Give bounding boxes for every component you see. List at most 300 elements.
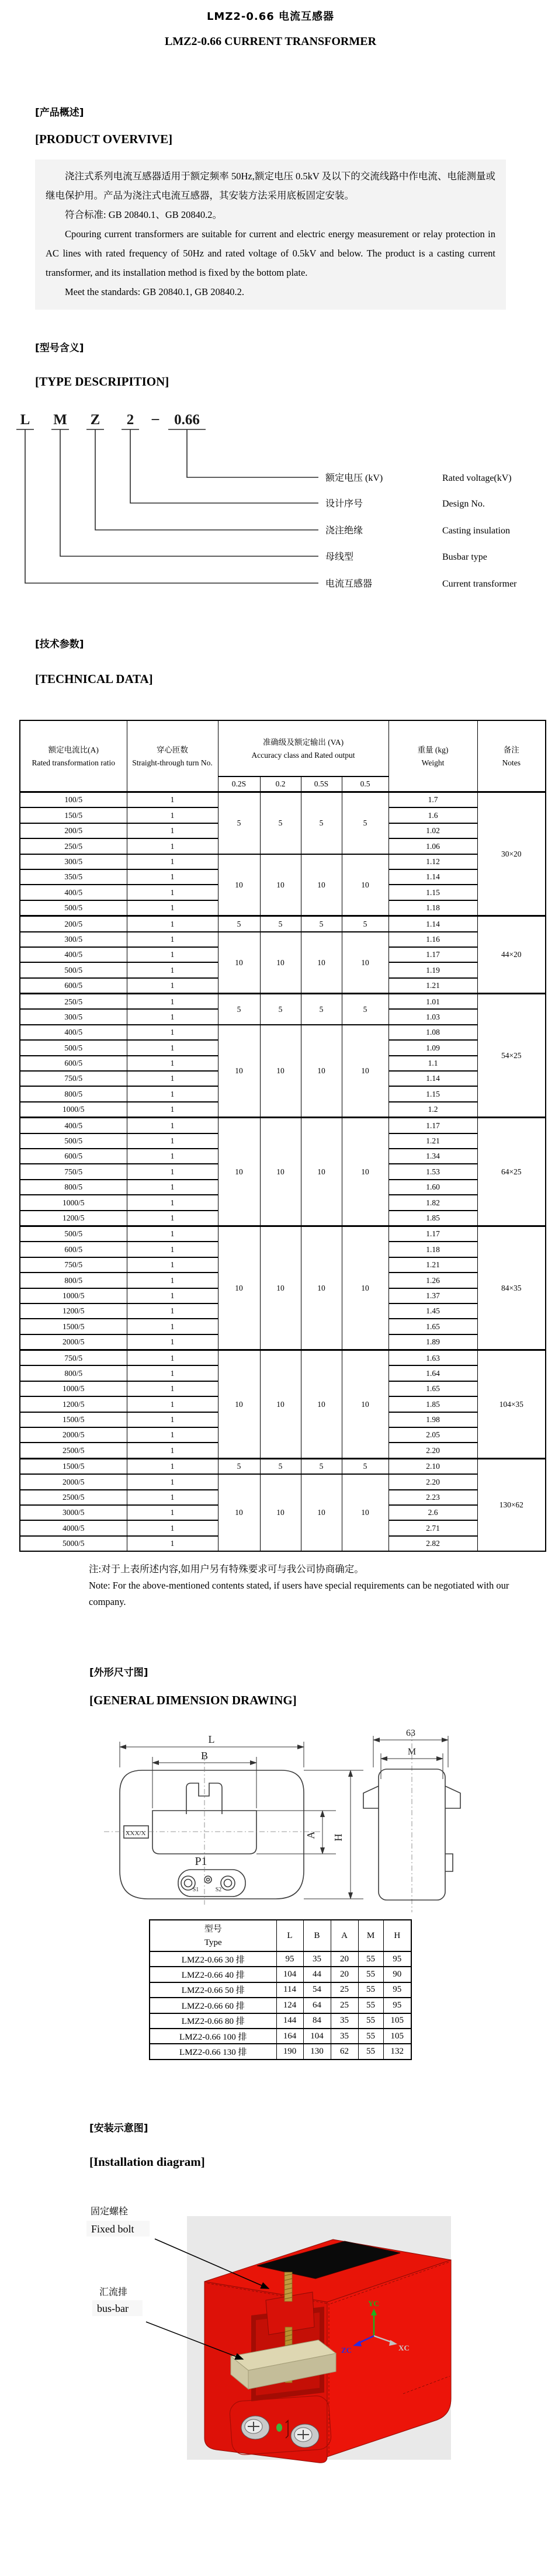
ratio-cell: 400/5 bbox=[20, 947, 127, 962]
technical-table-body bbox=[20, 792, 546, 1552]
dim-type-cell: LMZ2-0.66 60 排 bbox=[150, 1998, 276, 2013]
dimension-row bbox=[150, 1982, 411, 1998]
ratio-cell: 500/5 bbox=[20, 1133, 127, 1149]
turns-cell: 1 bbox=[127, 1474, 218, 1489]
accuracy-cell: 5 bbox=[260, 994, 301, 1025]
ratio-cell: 1500/5 bbox=[20, 1458, 127, 1474]
technical-row bbox=[20, 1474, 546, 1489]
technical-row bbox=[20, 932, 546, 947]
dim-value-cell: 20 bbox=[331, 1967, 358, 1982]
table-note-zh: 注:对于上表所述内容,如用户另有特殊要求可与我公司协商确定。 bbox=[89, 1563, 364, 1575]
accuracy-cell: 10 bbox=[218, 1226, 260, 1350]
ratio-cell: 800/5 bbox=[20, 1086, 127, 1101]
weight-cell: 1.17 bbox=[388, 1226, 477, 1242]
turns-cell: 1 bbox=[127, 1180, 218, 1195]
notes-cell: 84×35 bbox=[477, 1226, 546, 1350]
ratio-cell: 1500/5 bbox=[20, 1319, 127, 1334]
weight-cell: 1.03 bbox=[388, 1009, 477, 1024]
accuracy-cell: 5 bbox=[342, 1458, 388, 1474]
accuracy-cell: 10 bbox=[260, 1350, 301, 1459]
page-title-zh: LMZ2-0.66 电流互感器 bbox=[206, 11, 335, 23]
ratio-cell: 4000/5 bbox=[20, 1520, 127, 1535]
terminal-s2-label: S2 bbox=[215, 1887, 222, 1893]
accuracy-cell: 5 bbox=[342, 916, 388, 932]
weight-cell: 2.20 bbox=[388, 1443, 477, 1458]
turns-cell: 1 bbox=[127, 1164, 218, 1179]
type-legend-line bbox=[95, 429, 318, 530]
installation-header-en: [Installation diagram] bbox=[89, 2155, 205, 2169]
dim-value-cell: 55 bbox=[358, 1998, 383, 2013]
dim-value-cell: 95 bbox=[383, 1982, 411, 1998]
technical-row bbox=[20, 916, 546, 932]
overview-paragraph-en: Cpouring current transformers are suitable for current and electric energy measurement or relay protection in AC lines with rated frequency of 50Hz and rated voltage of 0.5kV and below. The product is a casting current transformer, and its installation method is fixed by the bottom plate. bbox=[46, 228, 495, 278]
accuracy-cell: 10 bbox=[218, 1118, 260, 1226]
technical-row bbox=[20, 1118, 546, 1133]
ratio-cell: 350/5 bbox=[20, 869, 127, 885]
weight-cell: 1.2 bbox=[388, 1102, 477, 1118]
weight-cell: 1.85 bbox=[388, 1211, 477, 1226]
dimension-table-body bbox=[150, 1951, 411, 2060]
ratio-cell: 250/5 bbox=[20, 838, 127, 854]
turns-cell: 1 bbox=[127, 1056, 218, 1071]
ratio-cell: 2000/5 bbox=[20, 1334, 127, 1350]
type-legend-line bbox=[130, 429, 318, 503]
ratio-cell: 200/5 bbox=[20, 823, 127, 838]
turns-cell: 1 bbox=[127, 1009, 218, 1024]
col-header-weight: 重量 (kg) Weight bbox=[388, 720, 477, 792]
dimension-header-zh: [外形尺寸图] bbox=[89, 1667, 148, 1679]
accuracy-cell: 10 bbox=[342, 932, 388, 994]
accuracy-cell: 10 bbox=[260, 1226, 301, 1350]
type-legend-en: Casting insulation bbox=[442, 526, 510, 536]
ratio-cell: 400/5 bbox=[20, 1025, 127, 1040]
dim-value-cell: 55 bbox=[358, 1967, 383, 1982]
overview-standards-en: Meet the standards: GB 20840.1, GB 20840.2. bbox=[65, 286, 245, 297]
dim-value-cell: 190 bbox=[276, 2044, 303, 2059]
technical-header-zh: [技术参数] bbox=[35, 639, 84, 650]
ratio-cell: 1000/5 bbox=[20, 1288, 127, 1303]
ratio-cell: 2500/5 bbox=[20, 1490, 127, 1505]
dimension-row bbox=[150, 1998, 411, 2013]
type-legend-zh: 电流互感器 bbox=[325, 579, 373, 589]
accuracy-cell: 10 bbox=[301, 854, 342, 916]
dim-col-header: H bbox=[383, 1920, 411, 1951]
turns-cell: 1 bbox=[127, 1102, 218, 1118]
turns-cell: 1 bbox=[127, 1505, 218, 1520]
weight-cell: 1.1 bbox=[388, 1056, 477, 1071]
weight-cell: 1.26 bbox=[388, 1273, 477, 1288]
side-flange-right bbox=[445, 1786, 460, 1808]
type-code-dash: – bbox=[151, 411, 159, 427]
turns-cell: 1 bbox=[127, 1071, 218, 1086]
weight-cell: 1.60 bbox=[388, 1180, 477, 1195]
turns-cell: 1 bbox=[127, 1412, 218, 1427]
dim-value-cell: 55 bbox=[358, 1951, 383, 1967]
weight-cell: 1.98 bbox=[388, 1412, 477, 1427]
accuracy-cell: 10 bbox=[301, 1226, 342, 1350]
ratio-cell: 500/5 bbox=[20, 900, 127, 916]
ratio-cell: 400/5 bbox=[20, 1118, 127, 1133]
weight-cell: 2.82 bbox=[388, 1536, 477, 1551]
ratio-cell: 750/5 bbox=[20, 1350, 127, 1366]
accuracy-cell: 10 bbox=[342, 1474, 388, 1551]
weight-cell: 1.64 bbox=[388, 1365, 477, 1381]
type-legend-en: Current transformer bbox=[442, 579, 517, 589]
dim-value-cell: 64 bbox=[303, 1998, 331, 2013]
ratio-cell: 250/5 bbox=[20, 994, 127, 1010]
turns-cell: 1 bbox=[127, 1536, 218, 1551]
ratio-cell: 3000/5 bbox=[20, 1505, 127, 1520]
ratio-cell: 2000/5 bbox=[20, 1474, 127, 1489]
turns-cell: 1 bbox=[127, 792, 218, 808]
nameplate-text: XXX/X bbox=[125, 1830, 146, 1837]
ratio-cell: 1200/5 bbox=[20, 1303, 127, 1319]
dim-value-cell: 90 bbox=[383, 1967, 411, 1982]
accuracy-cell: 10 bbox=[260, 1474, 301, 1551]
turns-cell: 1 bbox=[127, 1133, 218, 1149]
ratio-cell: 600/5 bbox=[20, 978, 127, 994]
green-indicator-dot bbox=[276, 2424, 282, 2432]
ratio-cell: 300/5 bbox=[20, 932, 127, 947]
weight-cell: 1.17 bbox=[388, 1118, 477, 1133]
dim-value-cell: 95 bbox=[383, 1951, 411, 1967]
notes-cell: 44×20 bbox=[477, 916, 546, 994]
dim-value-cell: 35 bbox=[303, 1951, 331, 1967]
accuracy-cell: 10 bbox=[218, 1025, 260, 1118]
turns-cell: 1 bbox=[127, 1273, 218, 1288]
accuracy-cell: 5 bbox=[218, 994, 260, 1025]
weight-cell: 2.6 bbox=[388, 1505, 477, 1520]
dim-value-cell: 44 bbox=[303, 1967, 331, 1982]
ratio-cell: 1000/5 bbox=[20, 1195, 127, 1210]
dim-value-cell: 54 bbox=[303, 1982, 331, 1998]
dim-value-cell: 114 bbox=[276, 1982, 303, 1998]
weight-cell: 1.19 bbox=[388, 962, 477, 977]
accuracy-cell: 10 bbox=[301, 1025, 342, 1118]
ratio-cell: 400/5 bbox=[20, 885, 127, 900]
technical-row bbox=[20, 1025, 546, 1040]
col-header-ratio: 额定电流比(A) Rated transformation ratio bbox=[20, 720, 127, 792]
overview-header-zh: [产品概述] bbox=[35, 107, 84, 119]
turns-cell: 1 bbox=[127, 854, 218, 869]
turns-cell: 1 bbox=[127, 1520, 218, 1535]
weight-cell: 1.16 bbox=[388, 932, 477, 947]
dim-value-cell: 104 bbox=[276, 1967, 303, 1982]
technical-data-table bbox=[19, 720, 546, 1552]
col-header-accuracy: 准确级及额定输出 (VA) Accuracy class and Rated output bbox=[218, 720, 388, 776]
technical-row bbox=[20, 1458, 546, 1474]
type-legend-en: Design No. bbox=[442, 499, 485, 509]
weight-cell: 1.17 bbox=[388, 947, 477, 962]
dim-value-cell: 55 bbox=[358, 1982, 383, 1998]
weight-cell: 1.7 bbox=[388, 792, 477, 808]
weight-cell: 1.15 bbox=[388, 885, 477, 900]
weight-cell: 1.37 bbox=[388, 1288, 477, 1303]
weight-cell: 1.82 bbox=[388, 1195, 477, 1210]
ratio-cell: 300/5 bbox=[20, 854, 127, 869]
turns-cell: 1 bbox=[127, 1443, 218, 1458]
ratio-cell: 300/5 bbox=[20, 1009, 127, 1024]
dim-value-cell: 55 bbox=[358, 2013, 383, 2029]
turns-cell: 1 bbox=[127, 900, 218, 916]
dimension-table bbox=[149, 1919, 412, 2060]
dim-col-header: A bbox=[331, 1920, 358, 1951]
type-code-letter: L bbox=[20, 412, 30, 428]
accuracy-class-header: 0.5 bbox=[342, 776, 388, 792]
ratio-cell: 5000/5 bbox=[20, 1536, 127, 1551]
weight-cell: 1.85 bbox=[388, 1396, 477, 1412]
ratio-cell: 600/5 bbox=[20, 1056, 127, 1071]
side-step bbox=[445, 1854, 453, 1871]
type-code-letter: Z bbox=[90, 412, 100, 428]
dim-value-cell: 25 bbox=[331, 1998, 358, 2013]
weight-cell: 1.14 bbox=[388, 1071, 477, 1086]
dim-value-cell: 95 bbox=[276, 1951, 303, 1967]
ratio-cell: 1000/5 bbox=[20, 1102, 127, 1118]
turns-cell: 1 bbox=[127, 1086, 218, 1101]
type-legend-zh: 浇注绝缘 bbox=[325, 526, 363, 536]
overview-standards-zh: 符合标准: GB 20840.1、GB 20840.2。 bbox=[65, 209, 223, 220]
installation-header-zh: [安装示意图] bbox=[89, 2123, 148, 2134]
notes-cell: 104×35 bbox=[477, 1350, 546, 1459]
installation-3d-figure bbox=[0, 2200, 555, 2576]
terminal-block-detail bbox=[186, 1783, 222, 1814]
dim-value-cell: 105 bbox=[383, 2029, 411, 2044]
type-legend-line bbox=[187, 429, 318, 477]
dim-label-63: 63 bbox=[406, 1728, 415, 1738]
overview-text-block bbox=[35, 160, 506, 310]
dim-col-header: B bbox=[303, 1920, 331, 1951]
turns-cell: 1 bbox=[127, 823, 218, 838]
dimension-row bbox=[150, 2013, 411, 2029]
technical-row bbox=[20, 994, 546, 1010]
technical-row bbox=[20, 1350, 546, 1366]
dim-label-a: A bbox=[305, 1831, 317, 1839]
accuracy-cell: 10 bbox=[342, 1350, 388, 1459]
fixed-bolt-label-zh: 固定螺栓 bbox=[91, 2206, 129, 2217]
weight-cell: 1.21 bbox=[388, 1257, 477, 1273]
type-code-letter: 2 bbox=[126, 412, 134, 428]
weight-cell: 1.65 bbox=[388, 1381, 477, 1396]
accuracy-cell: 10 bbox=[218, 1474, 260, 1551]
ratio-cell: 800/5 bbox=[20, 1273, 127, 1288]
weight-cell: 1.65 bbox=[388, 1319, 477, 1334]
weight-cell: 1.21 bbox=[388, 1133, 477, 1149]
weight-cell: 1.89 bbox=[388, 1334, 477, 1350]
weight-cell: 1.06 bbox=[388, 838, 477, 854]
turns-cell: 1 bbox=[127, 932, 218, 947]
ratio-cell: 2000/5 bbox=[20, 1427, 127, 1443]
accuracy-cell: 5 bbox=[342, 994, 388, 1025]
accuracy-cell: 10 bbox=[260, 932, 301, 994]
turns-cell: 1 bbox=[127, 1427, 218, 1443]
accuracy-cell: 10 bbox=[301, 1350, 342, 1459]
side-flange-left bbox=[363, 1786, 379, 1808]
accuracy-cell: 10 bbox=[260, 1118, 301, 1226]
notes-cell: 64×25 bbox=[477, 1118, 546, 1226]
turns-cell: 1 bbox=[127, 1303, 218, 1319]
accuracy-cell: 10 bbox=[218, 854, 260, 916]
notes-cell: 54×25 bbox=[477, 994, 546, 1118]
accuracy-cell: 10 bbox=[342, 1226, 388, 1350]
ratio-cell: 1200/5 bbox=[20, 1211, 127, 1226]
type-code-letter: 0.66 bbox=[174, 412, 200, 428]
turns-cell: 1 bbox=[127, 1319, 218, 1334]
weight-cell: 1.01 bbox=[388, 994, 477, 1010]
type-legend-zh: 设计序号 bbox=[325, 499, 363, 509]
turns-cell: 1 bbox=[127, 885, 218, 900]
ratio-cell: 500/5 bbox=[20, 962, 127, 977]
dim-value-cell: 55 bbox=[358, 2044, 383, 2059]
ratio-cell: 750/5 bbox=[20, 1071, 127, 1086]
accuracy-cell: 10 bbox=[342, 854, 388, 916]
ratio-cell: 500/5 bbox=[20, 1226, 127, 1242]
weight-cell: 2.10 bbox=[388, 1458, 477, 1474]
dim-value-cell: 132 bbox=[383, 2044, 411, 2059]
dim-value-cell: 84 bbox=[303, 2013, 331, 2029]
accuracy-cell: 5 bbox=[301, 916, 342, 932]
weight-cell: 1.18 bbox=[388, 1242, 477, 1257]
turns-cell: 1 bbox=[127, 916, 218, 932]
turns-cell: 1 bbox=[127, 1040, 218, 1055]
accuracy-cell: 10 bbox=[260, 1025, 301, 1118]
dim-value-cell: 144 bbox=[276, 2013, 303, 2029]
weight-cell: 1.18 bbox=[388, 900, 477, 916]
dimension-row bbox=[150, 1951, 411, 1967]
turns-cell: 1 bbox=[127, 962, 218, 977]
dimension-header-en: [GENERAL DIMENSION DRAWING] bbox=[89, 1693, 297, 1707]
turns-cell: 1 bbox=[127, 1149, 218, 1164]
weight-cell: 1.15 bbox=[388, 1086, 477, 1101]
dim-label-b: B bbox=[200, 1750, 209, 1762]
turns-cell: 1 bbox=[127, 1118, 218, 1133]
ratio-cell: 1200/5 bbox=[20, 1396, 127, 1412]
dim-value-cell: 105 bbox=[383, 2013, 411, 2029]
col-header-turns: 穿心匝数 Straight-through turn No. bbox=[127, 720, 218, 792]
weight-cell: 2.71 bbox=[388, 1520, 477, 1535]
dimension-row bbox=[150, 2029, 411, 2044]
type-header-en: [TYPE DESCRIPITION] bbox=[35, 375, 169, 389]
accuracy-cell: 10 bbox=[218, 1350, 260, 1459]
notes-cell: 130×62 bbox=[477, 1458, 546, 1551]
ratio-cell: 800/5 bbox=[20, 1180, 127, 1195]
turns-cell: 1 bbox=[127, 1365, 218, 1381]
weight-cell: 1.21 bbox=[388, 978, 477, 994]
weight-cell: 1.08 bbox=[388, 1025, 477, 1040]
turns-cell: 1 bbox=[127, 1025, 218, 1040]
overview-header-en: [PRODUCT OVERVIVE] bbox=[35, 132, 173, 146]
turns-cell: 1 bbox=[127, 1226, 218, 1242]
accuracy-cell: 5 bbox=[342, 792, 388, 854]
type-legend-line bbox=[60, 429, 318, 556]
turns-cell: 1 bbox=[127, 1242, 218, 1257]
dim-value-cell: 164 bbox=[276, 2029, 303, 2044]
terminal-screw bbox=[291, 2424, 319, 2447]
accuracy-cell: 10 bbox=[301, 1118, 342, 1226]
dim-value-cell: 20 bbox=[331, 1951, 358, 1967]
turns-cell: 1 bbox=[127, 1334, 218, 1350]
turns-cell: 1 bbox=[127, 1211, 218, 1226]
ratio-cell: 750/5 bbox=[20, 1164, 127, 1179]
technical-row bbox=[20, 1226, 546, 1242]
dim-value-cell: 130 bbox=[303, 2044, 331, 2059]
dimension-row bbox=[150, 1967, 411, 1982]
accuracy-cell: 5 bbox=[218, 916, 260, 932]
accuracy-cell: 5 bbox=[260, 1458, 301, 1474]
fixed-bolt-label-en: Fixed bolt bbox=[91, 2223, 134, 2235]
turns-cell: 1 bbox=[127, 1458, 218, 1474]
outline-dimension-drawing bbox=[0, 1721, 555, 1916]
accuracy-cell: 10 bbox=[260, 854, 301, 916]
overview-paragraph-zh: 浇注式系列电流互感器适用于额定频率 50Hz,额定电压 0.5kV 及以下的交流线路中作电流、电能测量或继电保护用。产品为浇注式电流互感器，其安装方法采用底板固定安装。 bbox=[46, 171, 495, 201]
dim-value-cell: 104 bbox=[303, 2029, 331, 2044]
ratio-cell: 500/5 bbox=[20, 1040, 127, 1055]
dim-value-cell: 62 bbox=[331, 2044, 358, 2059]
weight-cell: 1.09 bbox=[388, 1040, 477, 1055]
accuracy-class-header: 0.2 bbox=[260, 776, 301, 792]
table-note bbox=[89, 1561, 521, 1610]
type-code-letter: M bbox=[53, 412, 67, 428]
accuracy-cell: 10 bbox=[301, 932, 342, 994]
turns-cell: 1 bbox=[127, 1195, 218, 1210]
table-note-en: Note: For the above-mentioned contents stated, if users have special requirements can be negotiated with our company. bbox=[89, 1580, 509, 1607]
dim-type-cell: LMZ2-0.66 40 排 bbox=[150, 1967, 276, 1982]
turns-cell: 1 bbox=[127, 1396, 218, 1412]
turns-cell: 1 bbox=[127, 1490, 218, 1505]
accuracy-cell: 10 bbox=[342, 1025, 388, 1118]
type-legend-en: Busbar type bbox=[442, 552, 487, 562]
turns-cell: 1 bbox=[127, 1288, 218, 1303]
col-header-notes: 备注 Notes bbox=[477, 720, 546, 792]
accuracy-cell: 5 bbox=[260, 792, 301, 854]
accuracy-cell: 5 bbox=[301, 1458, 342, 1474]
weight-cell: 2.23 bbox=[388, 1490, 477, 1505]
dim-col-header: L bbox=[276, 1920, 303, 1951]
turns-cell: 1 bbox=[127, 869, 218, 885]
turns-cell: 1 bbox=[127, 978, 218, 994]
ratio-cell: 750/5 bbox=[20, 1257, 127, 1273]
dim-col-header-type: 型号 Type bbox=[150, 1920, 276, 1951]
notes-cell: 30×20 bbox=[477, 792, 546, 916]
dim-value-cell: 35 bbox=[331, 2029, 358, 2044]
accuracy-cell: 5 bbox=[218, 1458, 260, 1474]
type-legend-en: Rated voltage(kV) bbox=[442, 473, 512, 483]
technical-row bbox=[20, 854, 546, 869]
ratio-cell: 150/5 bbox=[20, 807, 127, 823]
type-legend-line bbox=[25, 429, 318, 583]
ratio-cell: 600/5 bbox=[20, 1149, 127, 1164]
turns-cell: 1 bbox=[127, 838, 218, 854]
turns-cell: 1 bbox=[127, 1350, 218, 1366]
dim-value-cell: 95 bbox=[383, 1998, 411, 2013]
dim-label-l: L bbox=[208, 1733, 215, 1745]
axis-z-label: ZC bbox=[341, 2346, 352, 2355]
dim-value-cell: 35 bbox=[331, 2013, 358, 2029]
ratio-cell: 800/5 bbox=[20, 1365, 127, 1381]
dim-value-cell: 55 bbox=[358, 2029, 383, 2044]
type-header-zh: [型号含义] bbox=[35, 342, 84, 354]
accuracy-cell: 10 bbox=[218, 932, 260, 994]
turns-cell: 1 bbox=[127, 994, 218, 1010]
accuracy-cell: 10 bbox=[342, 1118, 388, 1226]
weight-cell: 1.45 bbox=[388, 1303, 477, 1319]
ratio-cell: 1500/5 bbox=[20, 1412, 127, 1427]
type-designation-diagram bbox=[0, 397, 555, 596]
technical-row bbox=[20, 792, 546, 808]
terminal-screw bbox=[241, 2416, 269, 2439]
dimension-row bbox=[150, 2044, 411, 2059]
accuracy-cell: 5 bbox=[260, 916, 301, 932]
